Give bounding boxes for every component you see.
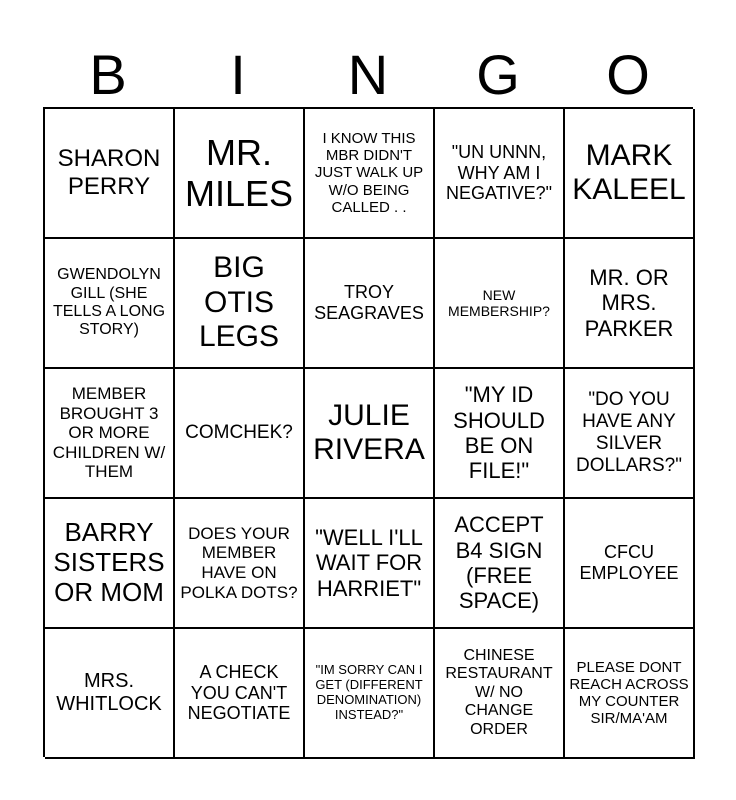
- cell-text: PLEASE DONT REACH ACROSS MY COUNTER SIR/MA'AM: [569, 658, 689, 728]
- cell-text: DOES YOUR MEMBER HAVE ON POLKA DOTS?: [180, 523, 298, 602]
- cell-text: JULIE RIVERA: [313, 398, 425, 466]
- cell-text: "IM SORRY CAN I GET (DIFFERENT DENOMINATION) INSTEAD?": [315, 662, 423, 722]
- cell-text: A CHECK YOU CAN'T NEGOTIATE: [187, 661, 291, 724]
- cell-text: BARRY SISTERS OR MOM: [53, 517, 165, 607]
- bingo-cell[interactable]: [175, 369, 305, 499]
- cell-text: MR. MILES: [184, 131, 294, 214]
- bingo-cell[interactable]: [305, 499, 435, 629]
- bingo-cell[interactable]: [305, 239, 435, 369]
- header-letter-b: B: [89, 43, 127, 106]
- bingo-cell[interactable]: [565, 629, 695, 759]
- bingo-cell[interactable]: [435, 629, 565, 759]
- cell-text: TROY SEAGRAVES: [314, 282, 424, 323]
- cell-text: "UN UNNN, WHY AM I NEGATIVE?": [445, 141, 553, 204]
- bingo-cell[interactable]: [565, 109, 695, 239]
- bingo-cell[interactable]: [435, 499, 565, 629]
- bingo-cell[interactable]: [305, 629, 435, 759]
- cell-text: MR. OR MRS. PARKER: [584, 265, 674, 341]
- bingo-cell[interactable]: [565, 499, 695, 629]
- bingo-cell[interactable]: [45, 109, 175, 239]
- cell-text: MARK KALEEL: [572, 138, 686, 206]
- bingo-cell[interactable]: [175, 499, 305, 629]
- cell-text: "MY ID SHOULD BE ON FILE!": [453, 382, 545, 484]
- bingo-cell[interactable]: [175, 109, 305, 239]
- header-letter-o: O: [606, 43, 650, 106]
- header-letter-n: N: [347, 43, 389, 106]
- bingo-cell[interactable]: [45, 369, 175, 499]
- bingo-cell[interactable]: [435, 369, 565, 499]
- cell-text: SHARON PERRY: [57, 145, 161, 200]
- bingo-cell[interactable]: [565, 239, 695, 369]
- bingo-cell[interactable]: [45, 629, 175, 759]
- cell-text: NEW MEMBERSHIP?: [448, 286, 550, 319]
- cell-text: I KNOW THIS MBR DIDN'T JUST WALK UP W/O BEING CALLED . .: [314, 129, 424, 216]
- cell-text: COMCHEK?: [185, 422, 293, 444]
- cell-text: CHINESE RESTAURANT W/ NO CHANGE ORDER: [445, 647, 553, 738]
- bingo-cell[interactable]: [175, 239, 305, 369]
- bingo-cell[interactable]: [305, 369, 435, 499]
- bingo-cell[interactable]: [435, 109, 565, 239]
- cell-text: "WELL I'LL WAIT FOR HARRIET": [315, 525, 423, 601]
- cell-text: ACCEPT B4 SIGN (FREE SPACE): [454, 512, 544, 614]
- cell-text: "DO YOU HAVE ANY SILVER DOLLARS?": [575, 389, 682, 476]
- header-letter-g: G: [476, 43, 520, 106]
- bingo-cell[interactable]: [435, 239, 565, 369]
- bingo-cell[interactable]: [305, 109, 435, 239]
- cell-text: GWENDOLYN GILL (SHE TELLS A LONG STORY): [52, 266, 166, 339]
- bingo-cell[interactable]: [175, 629, 305, 759]
- cell-text: BIG OTIS LEGS: [198, 251, 280, 354]
- header-letter-i: I: [230, 43, 246, 106]
- cell-text: MEMBER BROUGHT 3 OR MORE CHILDREN W/ THEM: [52, 384, 166, 482]
- cell-text: MRS. WHITLOCK: [56, 670, 162, 715]
- bingo-cell[interactable]: [45, 499, 175, 629]
- bingo-header: [43, 42, 693, 108]
- bingo-cell[interactable]: [565, 369, 695, 499]
- bingo-cell[interactable]: [45, 239, 175, 369]
- cell-text: CFCU EMPLOYEE: [579, 542, 679, 583]
- bingo-grid: [43, 107, 693, 757]
